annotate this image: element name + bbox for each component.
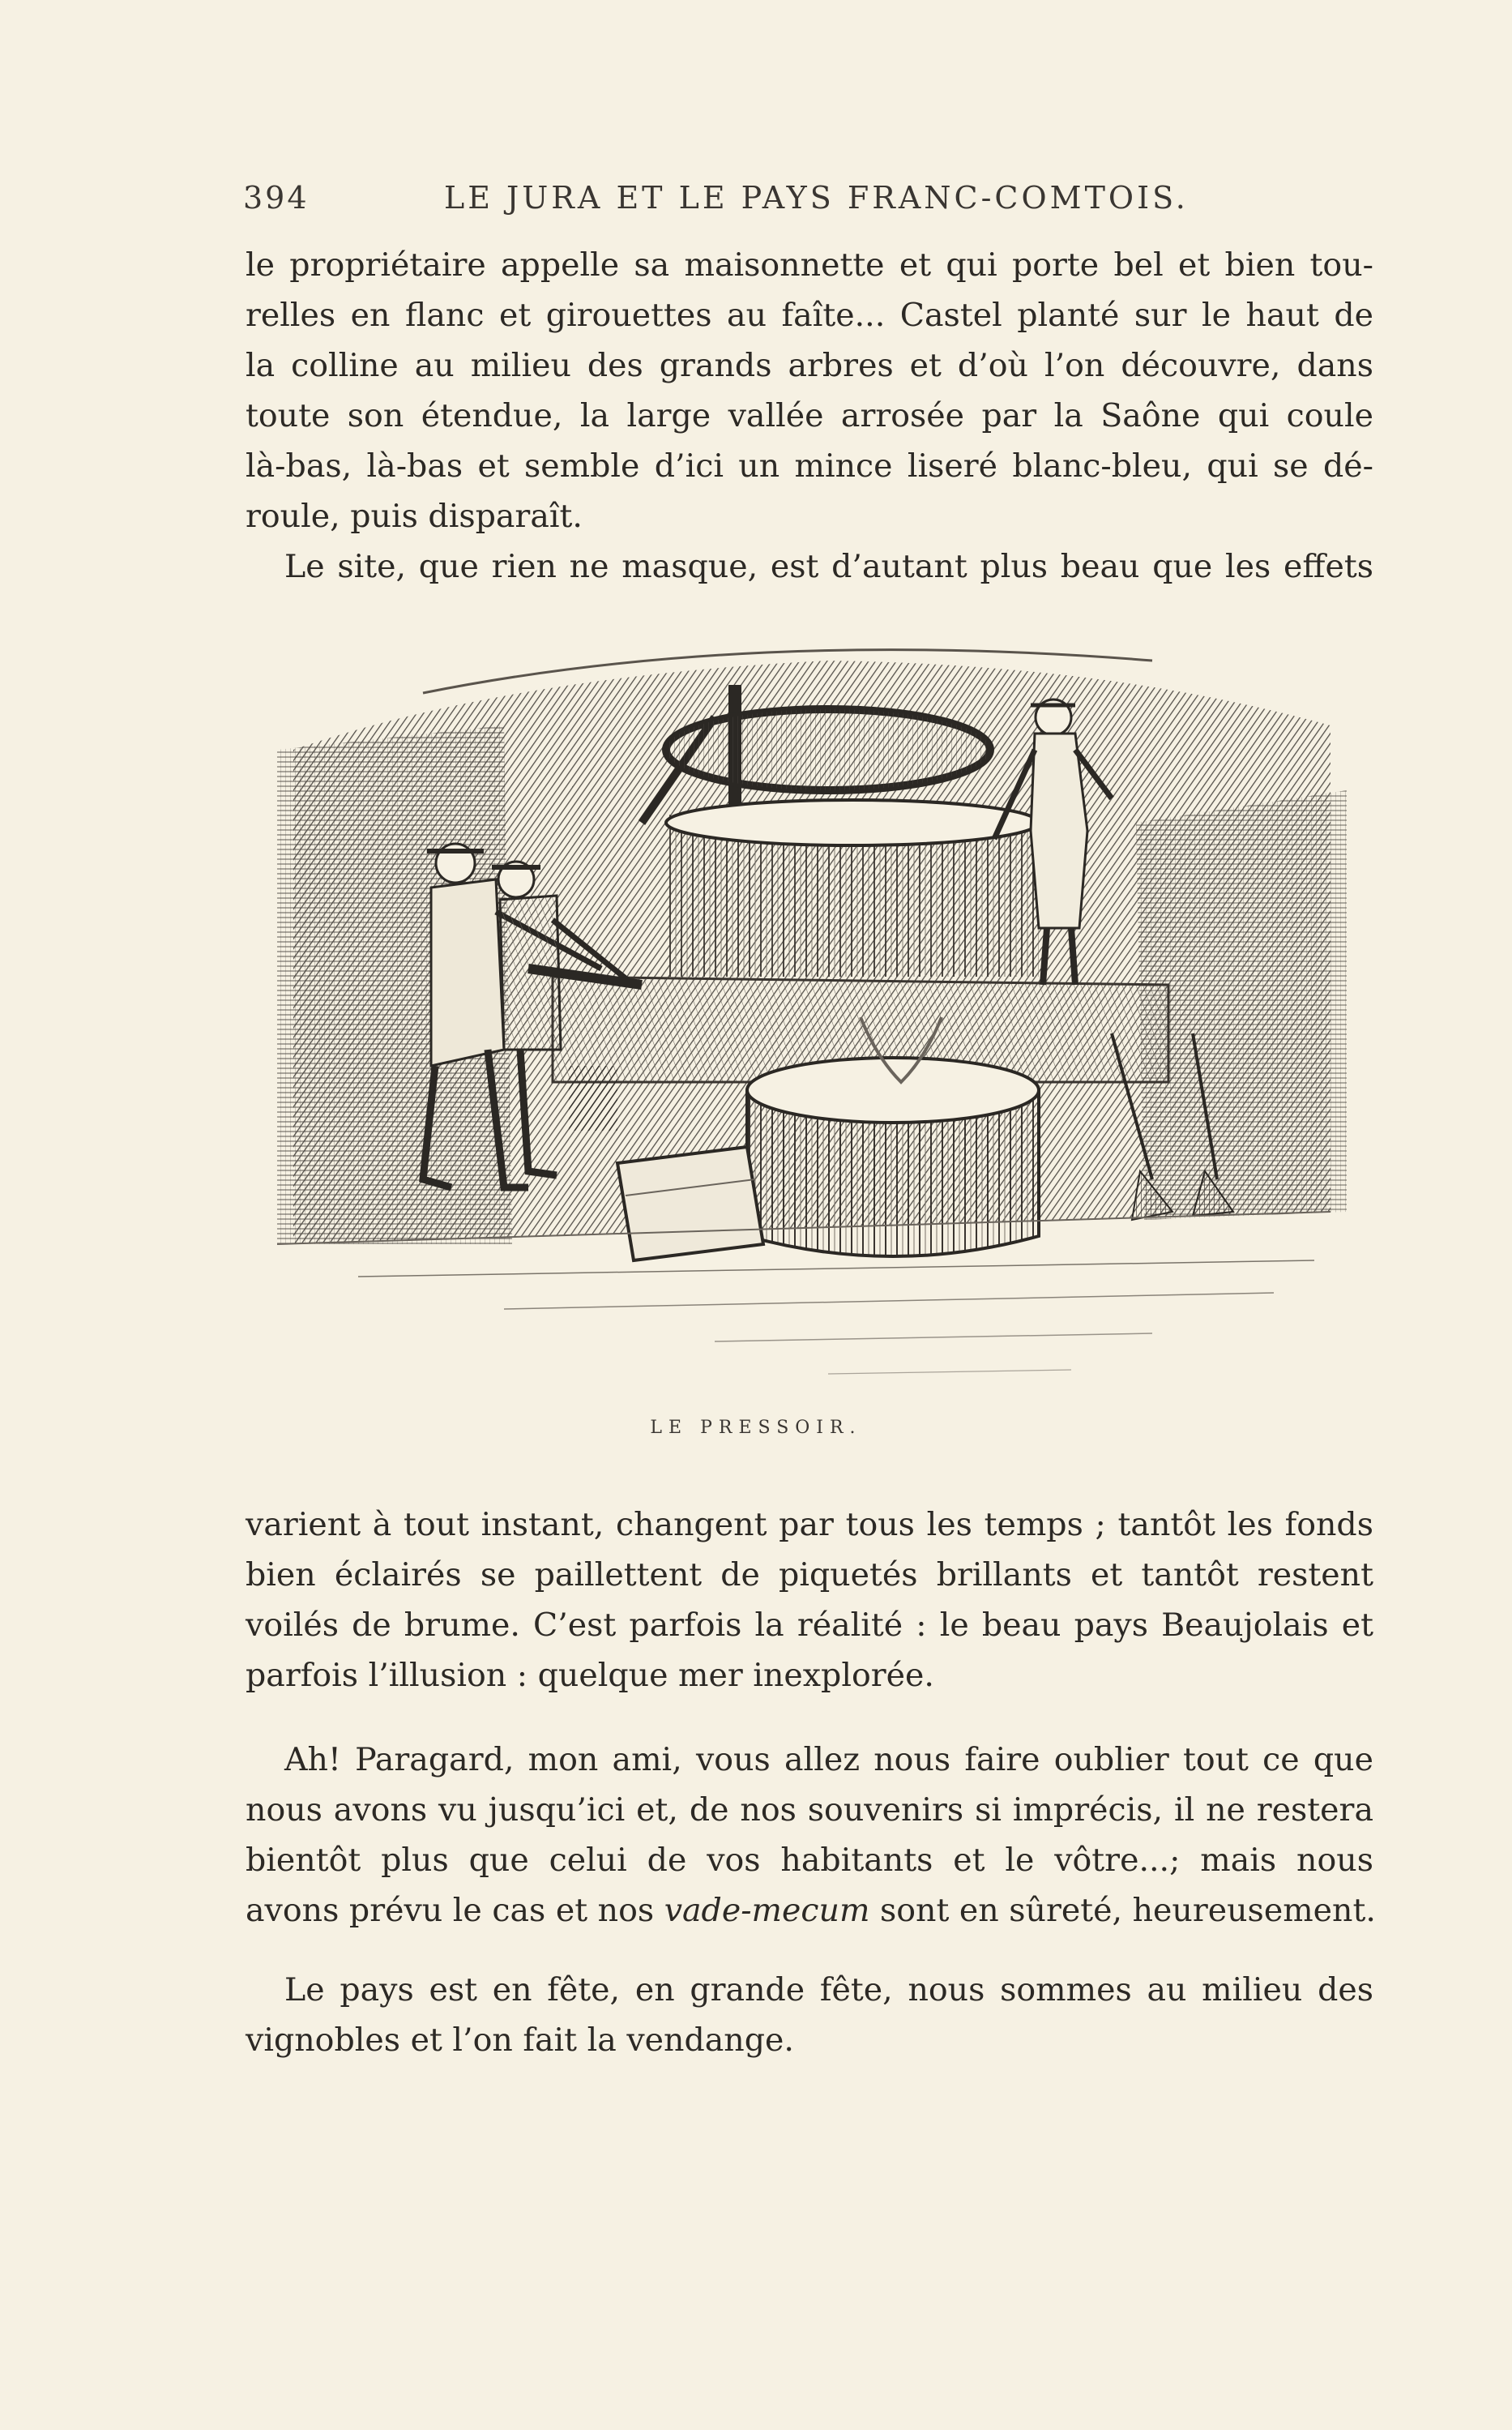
text-line: relles en flanc et girouettes au faîte... Castel planté sur le haut de — [246, 297, 1373, 334]
page-header — [243, 180, 1377, 219]
running-head: LE JURA ET LE PAYS FRANC-COMTOIS. — [444, 180, 1189, 216]
text-line: voilés de brume. C’est parfois la réalité : le beau pays Beaujolais et — [246, 1606, 1373, 1644]
illustration-pressoir — [261, 628, 1355, 1398]
text-line: varient à tout instant, changent par tous les temps ; tantôt les fonds — [246, 1506, 1373, 1543]
text-line: Ah! Paragard, mon ami, vous allez nous faire oublier tout ce que — [284, 1741, 1373, 1778]
text-fragment: sont en sûreté, heureusement. — [869, 1892, 1376, 1929]
engraving-wine-press — [261, 628, 1355, 1398]
text-line: la colline au milieu des grands arbres et d’où l’on découvre, dans — [246, 347, 1373, 384]
page-number: 394 — [243, 180, 310, 216]
text-line: bien éclairés se paillettent de piquetés brillants et tantôt restent — [246, 1556, 1373, 1594]
text-line: le propriétaire appelle sa maisonnette et qui porte bel et bien tou- — [246, 246, 1373, 284]
text-line: bientôt plus que celui de vos habitants et le vôtre...; mais nous — [246, 1842, 1373, 1879]
text-line: là-bas, là-bas et semble d’ici un mince liseré blanc-bleu, qui se dé- — [246, 447, 1373, 485]
text-line: nous avons vu jusqu’ici et, de nos souvenirs si imprécis, il ne restera — [246, 1791, 1373, 1829]
paragraph-2 — [246, 1499, 1373, 1701]
text-line: Le site, que rien ne masque, est d’autant plus beau que les effets — [284, 548, 1373, 585]
text-line: parfois l’illusion : quelque mer inexplorée. — [246, 1657, 934, 1694]
text-line — [246, 1885, 1376, 1936]
text-fragment: avons prévu le cas et nos — [246, 1892, 664, 1929]
text-line: toute son étendue, la large vallée arrosée par la Saône qui coule — [246, 397, 1373, 434]
paragraph-3 — [246, 1735, 1376, 1936]
text-line: vignobles et l’on fait la vendange. — [246, 2021, 794, 2059]
text-line: Le pays est en fête, en grande fête, nous sommes au milieu des — [284, 1971, 1373, 2009]
paragraph-1 — [246, 240, 1373, 592]
figure-caption: LE PRESSOIR. — [650, 1418, 862, 1438]
italic-term: vade-mecum — [664, 1892, 870, 1929]
paragraph-4 — [246, 1965, 1373, 2065]
text-line: roule, puis disparaît. — [246, 498, 583, 535]
